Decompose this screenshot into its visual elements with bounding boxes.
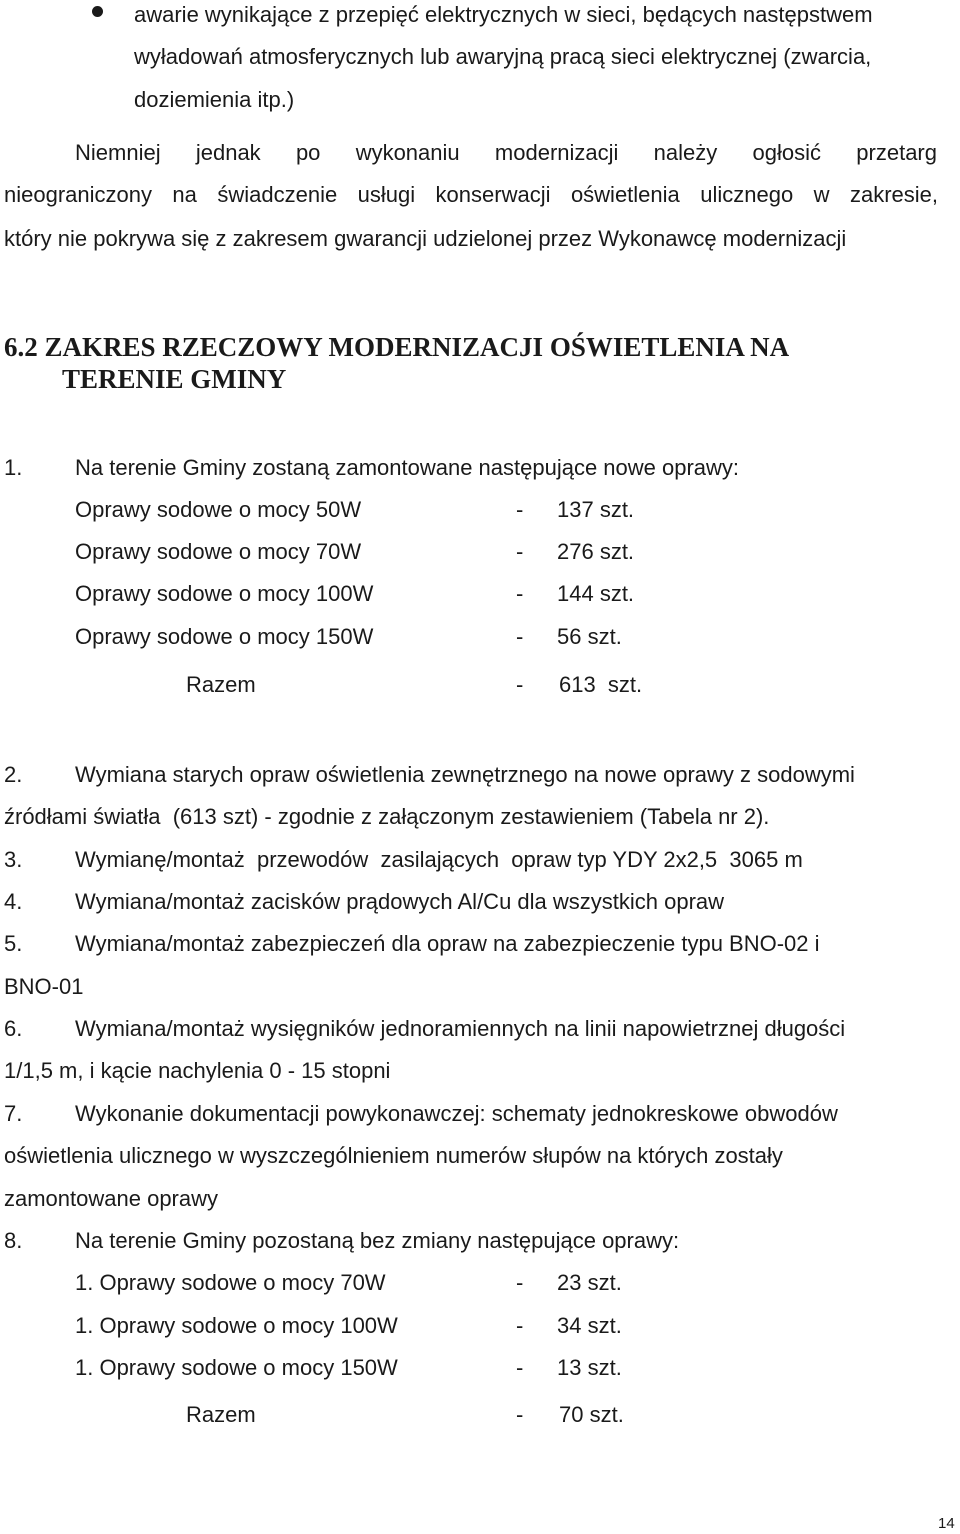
- item3-number: 3.: [4, 847, 23, 872]
- bullet-line-1: awarie wynikające z przepięć elektrycznych w sieci, będących następstwem: [134, 2, 873, 27]
- bullet-dot: [92, 6, 103, 17]
- item1-total-qty: 613 szt.: [559, 672, 643, 697]
- item1-total-dash: -: [516, 672, 524, 697]
- item1-row-3-name: Oprawy sodowe o mocy 100W: [75, 581, 374, 606]
- item8-row-2-qty: 34 szt.: [557, 1313, 622, 1338]
- item2-line-1: Wymiana starych opraw oświetlenia zewnętrznego na nowe oprawy z sodowymi: [75, 762, 855, 787]
- item8-row-3-name: 1. Oprawy sodowe o mocy 150W: [75, 1355, 398, 1380]
- section-title-line-1: 6.2 ZAKRES RZECZOWY MODERNIZACJI OŚWIETLENIA NA: [4, 332, 790, 362]
- item8-total-qty: 70 szt.: [559, 1402, 624, 1427]
- item8-row-3-dash: -: [516, 1355, 524, 1380]
- item8-row-2-name: 1. Oprawy sodowe o mocy 100W: [75, 1313, 398, 1338]
- item1-total-label: Razem: [186, 672, 256, 697]
- page-number: 14: [938, 1515, 955, 1532]
- item2-number: 2.: [4, 762, 23, 787]
- item1-row-4-dash: -: [516, 624, 524, 649]
- item1-row-3-qty: 144 szt.: [557, 581, 635, 606]
- item1-row-1-dash: -: [516, 497, 524, 522]
- item3-text: Wymianę/montaż przewodów zasilających opraw typ YDY 2x2,5 3065 m: [75, 847, 803, 872]
- intro-line-1: Niemniej jednak po wykonaniu modernizacji należy ogłosić przetarg: [75, 140, 937, 165]
- item8-number: 8.: [4, 1228, 23, 1253]
- bullet-line-3: doziemienia itp.): [134, 87, 295, 112]
- item6-line-2: 1/1,5 m, i kącie nachylenia 0 - 15 stopni: [4, 1058, 391, 1083]
- item4-number: 4.: [4, 889, 23, 914]
- item8-row-2-dash: -: [516, 1313, 524, 1338]
- item8-total-label: Razem: [186, 1402, 256, 1427]
- item1-row-4-name: Oprawy sodowe o mocy 150W: [75, 624, 374, 649]
- item8-row-1-qty: 23 szt.: [557, 1270, 622, 1295]
- intro-line-3: który nie pokrywa się z zakresem gwarancji udzielonej przez Wykonawcę modernizacji: [4, 226, 847, 251]
- item1-row-1-name: Oprawy sodowe o mocy 50W: [75, 497, 362, 522]
- item5-number: 5.: [4, 931, 23, 956]
- item1-text: Na terenie Gminy zostaną zamontowane następujące nowe oprawy:: [75, 455, 740, 480]
- item1-row-2-qty: 276 szt.: [557, 539, 635, 564]
- item7-line-3: zamontowane oprawy: [4, 1186, 219, 1211]
- intro-line-2: nieograniczony na świadczenie usługi konserwacji oświetlenia ulicznego w zakresie,: [4, 182, 938, 207]
- item7-line-2: oświetlenia ulicznego w wyszczególnieniem numerów słupów na których zostały: [4, 1143, 783, 1168]
- item1-row-4-qty: 56 szt.: [557, 624, 622, 649]
- item1-row-1-qty: 137 szt.: [557, 497, 635, 522]
- item4-text: Wymiana/montaż zacisków prądowych Al/Cu dla wszystkich opraw: [75, 889, 725, 914]
- section-title-line-2: TERENIE GMINY: [62, 364, 287, 394]
- item8-row-1-dash: -: [516, 1270, 524, 1295]
- item1-number: 1.: [4, 455, 23, 480]
- item1-row-2-name: Oprawy sodowe o mocy 70W: [75, 539, 362, 564]
- item7-number: 7.: [4, 1101, 23, 1126]
- item7-line-1: Wykonanie dokumentacji powykonawczej: schematy jednokreskowe obwodów: [75, 1101, 838, 1126]
- item1-row-3-dash: -: [516, 581, 524, 606]
- item2-line-2: źródłami światła (613 szt) - zgodnie z załączonym zestawieniem (Tabela nr 2).: [4, 804, 770, 829]
- item6-number: 6.: [4, 1016, 23, 1041]
- item8-row-3-qty: 13 szt.: [557, 1355, 622, 1380]
- item8-total-dash: -: [516, 1402, 524, 1427]
- bullet-line-2: wyładowań atmosferycznych lub awaryjną pracą sieci elektrycznej (zwarcia,: [134, 44, 872, 69]
- item8-row-1-name: 1. Oprawy sodowe o mocy 70W: [75, 1270, 386, 1295]
- item5-line-2: BNO-01: [4, 974, 84, 999]
- item1-row-2-dash: -: [516, 539, 524, 564]
- item6-line-1: Wymiana/montaż wysięgników jednoramiennych na linii napowietrznej długości: [75, 1016, 846, 1041]
- item8-text: Na terenie Gminy pozostaną bez zmiany następujące oprawy:: [75, 1228, 680, 1253]
- item5-line-1: Wymiana/montaż zabezpieczeń dla opraw na zabezpieczenie typu BNO-02 i: [75, 931, 820, 956]
